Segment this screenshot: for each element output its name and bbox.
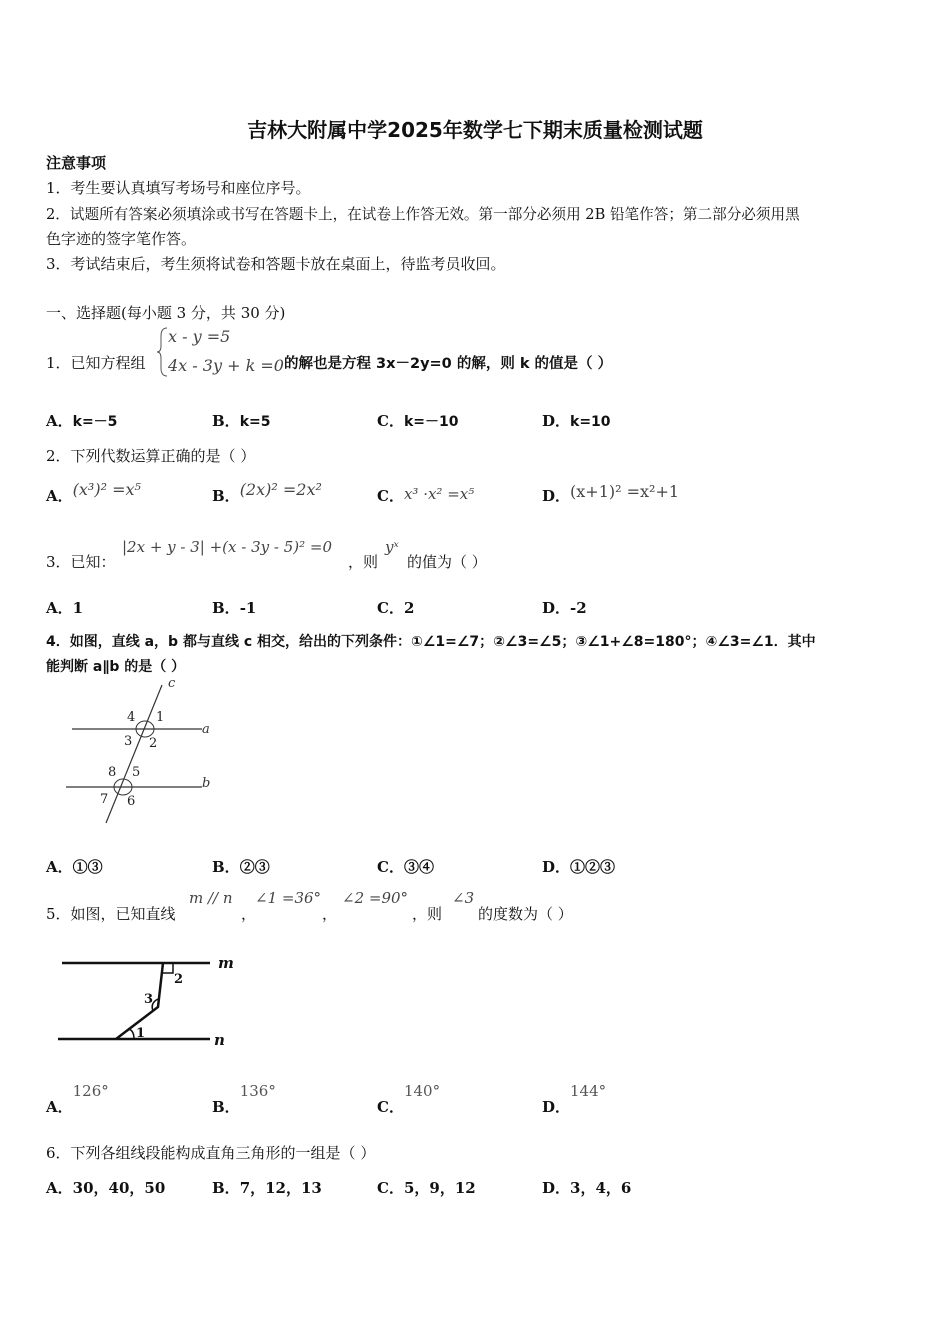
q5-option-b (212, 1080, 276, 1116)
option-text: k=－10 (403, 414, 459, 430)
option-text: ②③ (239, 858, 270, 876)
angle-label-2: 2 (149, 736, 158, 751)
notice-line: 1．考生要认真填写考场号和座位序号。 (46, 179, 311, 197)
q4-line2: 能判断 a∥b 的是（ ） (46, 659, 186, 675)
q1-option-a (46, 410, 117, 431)
label-m: m (218, 954, 234, 972)
option-text: 3，4，6 (570, 1179, 632, 1197)
option-label: C． (377, 599, 404, 617)
q5-e4: ∠3 (452, 889, 475, 907)
option-label: C． (377, 487, 404, 505)
option-label: D． (542, 487, 571, 505)
option-label: A． (46, 487, 73, 505)
option-label: A． (46, 1179, 73, 1197)
q3-mid: ，则 (348, 553, 379, 571)
option-label: A． (46, 412, 73, 430)
q3-option-d (542, 597, 587, 618)
label-a: a (202, 722, 210, 737)
notice-line: 2．试题所有答案必须填涂或书写在答题卡上，在试卷上作答无效。第一部分必须用 2B 铅笔作答；第二部分必须用黑 (46, 206, 800, 223)
q6-option-a (46, 1177, 165, 1198)
option-text: ③④ (403, 858, 434, 876)
q3-option-c (377, 597, 414, 618)
angle-label-3: 3 (124, 734, 133, 749)
q2-option-b (212, 480, 322, 506)
q4-option-d (542, 856, 615, 877)
option-text: 5，9，12 (403, 1179, 476, 1197)
q5-sep2: ， (322, 905, 338, 923)
option-text: 7，12，13 (239, 1179, 322, 1197)
option-label: D． (542, 1098, 571, 1116)
option-text: (2x)² =2x² (239, 480, 322, 499)
q1-option-c (377, 410, 458, 431)
page-title: 吉林大附属中学2025年数学七下期末质量检测试题 (247, 118, 703, 142)
q1-eq1: x - y =5 (168, 327, 231, 346)
q2-option-c (377, 485, 474, 506)
angle-label-1: 1 (156, 710, 165, 725)
q5-sep1: ， (241, 905, 257, 923)
option-text: 2 (403, 599, 415, 617)
q5-prefix: 5．如图，已知直线 (46, 905, 176, 923)
option-label: B． (212, 1098, 240, 1116)
option-text: ①②③ (570, 858, 616, 876)
section-heading: 一、选择题(每小题 3 分，共 30 分) (46, 304, 286, 322)
q5-suffix: 的度数为（ ） (478, 905, 573, 923)
q4-option-a (46, 856, 103, 877)
q5-e1: m // n (189, 889, 233, 907)
notice-heading: 注意事项 (46, 154, 107, 172)
q4-line1: 4．如图，直线 a，b 都与直线 c 相交，给出的下列条件：①∠1=∠7；②∠3=∠5；③∠1+∠8=180°；④∠3=∠1．其中 (46, 634, 816, 650)
option-label: D． (542, 858, 571, 876)
q5-option-a (46, 1080, 109, 1116)
q5-option-d (542, 1080, 607, 1116)
q5-sep3: ，则 (412, 905, 443, 923)
option-label: C． (377, 1179, 404, 1197)
q5-option-c (377, 1080, 441, 1116)
option-label: D． (542, 412, 571, 430)
q6-stem: 6．下列各组线段能构成直角三角形的一组是（ ） (46, 1144, 376, 1162)
option-label: C． (377, 858, 404, 876)
q3-expr: |2x + y - 3| +(x - 3y - 5)² =0 (122, 538, 332, 556)
angle-label-6: 6 (127, 794, 136, 809)
angle-label-3: 3 (144, 992, 154, 1007)
angle-label-2: 2 (174, 972, 184, 987)
q1-suffix: 的解也是方程 3x－2y=0 的解，则 k 的值是（ ） (284, 356, 613, 372)
option-label: B． (212, 599, 240, 617)
option-text: -1 (239, 599, 257, 617)
angle-arc (129, 1029, 134, 1039)
option-label: D． (542, 599, 571, 617)
option-label: C． (377, 1098, 404, 1116)
option-label: B． (212, 1179, 240, 1197)
q1-prefix: 1．已知方程组 (46, 354, 146, 372)
q1-eq2: 4x - 3y + k =0 (168, 356, 284, 375)
angle-label-1: 1 (136, 1026, 146, 1041)
label-c: c (168, 676, 176, 691)
option-text: k=10 (570, 414, 611, 430)
option-text: 136° (239, 1082, 276, 1100)
angle-label-5: 5 (132, 765, 141, 780)
q3-suffix: 的值为（ ） (407, 553, 487, 571)
q2-option-a (46, 480, 141, 506)
angle-label-7: 7 (100, 792, 109, 807)
option-text: 144° (570, 1082, 607, 1100)
option-text: 140° (403, 1082, 441, 1100)
q5-e3: ∠2 =90° (342, 889, 409, 907)
right-angle-mark (163, 963, 173, 973)
option-text: k=－5 (72, 414, 118, 430)
q3-option-a (46, 597, 83, 618)
q2-option-d (542, 482, 680, 506)
q4-figure (56, 675, 226, 830)
q6-option-b (212, 1177, 322, 1198)
option-label: B． (212, 858, 240, 876)
option-text: k=5 (239, 414, 271, 430)
label-b: b (202, 776, 211, 791)
option-label: C． (377, 412, 404, 430)
option-text: -2 (570, 599, 587, 617)
option-text: x³ ·x² =x⁵ (403, 485, 475, 503)
q2-stem: 2．下列代数运算正确的是（ ） (46, 447, 256, 465)
q1-option-d (542, 410, 611, 431)
option-label: D． (542, 1179, 571, 1197)
option-label: A． (46, 858, 73, 876)
q4-option-c (377, 856, 434, 877)
option-label: A． (46, 1098, 73, 1116)
option-text: 126° (72, 1082, 109, 1100)
option-text: (x³)² =x⁵ (72, 480, 141, 499)
option-label: B． (212, 412, 240, 430)
angle-label-4: 4 (127, 710, 136, 725)
option-label: A． (46, 599, 73, 617)
q6-option-c (377, 1177, 476, 1198)
q4-option-b (212, 856, 270, 877)
label-n: n (214, 1031, 225, 1049)
option-text: 30，40，50 (72, 1179, 166, 1197)
q3-prefix: 3．已知： (46, 553, 116, 571)
q5-figure (50, 945, 250, 1055)
q6-option-d (542, 1177, 631, 1198)
option-text: 1 (72, 599, 84, 617)
option-label: B． (212, 487, 240, 505)
notice-line: 3．考试结束后，考生须将试卷和答题卡放在桌面上，待监考员收回。 (46, 255, 506, 273)
option-text: (x+1)² =x²+1 (570, 482, 680, 501)
notice-line: 色字迹的签字笔作答。 (46, 230, 197, 248)
q3-expr2: yˣ (385, 538, 399, 556)
q3-option-b (212, 597, 256, 618)
angle-label-8: 8 (108, 765, 117, 780)
option-text: ①③ (72, 858, 103, 876)
q1-option-b (212, 410, 270, 431)
q5-e2: ∠1 =36° (255, 889, 322, 907)
